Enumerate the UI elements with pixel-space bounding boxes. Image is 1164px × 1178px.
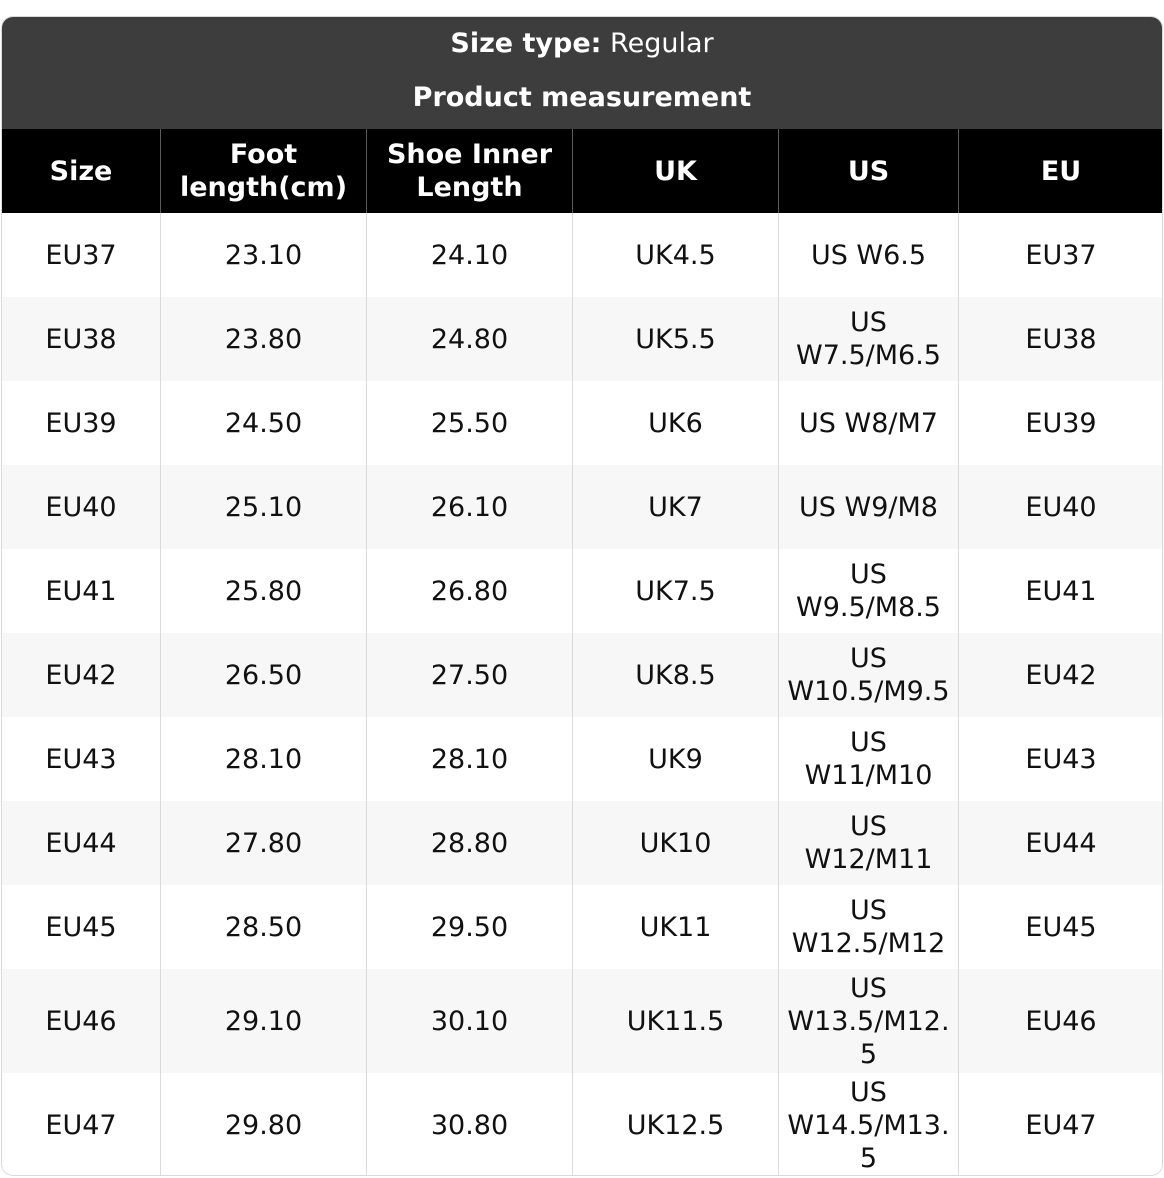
cell-size: EU40: [2, 465, 161, 549]
col-header-eu: EU: [959, 129, 1164, 213]
cell-foot-length: 29.10: [161, 969, 367, 1073]
cell-foot-length: 23.10: [161, 213, 367, 297]
cell-foot-length: 23.80: [161, 297, 367, 381]
size-table: [1, 129, 1163, 1176]
size-type-value: Regular: [610, 28, 714, 59]
cell-size: EU42: [2, 633, 161, 717]
cell-shoe-inner-length: 29.50: [367, 885, 573, 969]
table-row: [2, 633, 1164, 717]
cell-us: US W6.5: [779, 213, 959, 297]
cell-shoe-inner-length: 25.50: [367, 381, 573, 465]
cell-us: US W11/M10: [779, 717, 959, 801]
cell-foot-length: 28.50: [161, 885, 367, 969]
cell-size: EU43: [2, 717, 161, 801]
table-row: [2, 465, 1164, 549]
cell-size: EU41: [2, 549, 161, 633]
cell-us: US W12.5/M12: [779, 885, 959, 969]
table-row: [2, 297, 1164, 381]
cell-eu: EU44: [959, 801, 1164, 885]
table-row: [2, 885, 1164, 969]
cell-foot-length: 25.80: [161, 549, 367, 633]
cell-shoe-inner-length: 24.10: [367, 213, 573, 297]
col-header-uk: UK: [573, 129, 779, 213]
size-type-label: Size type:: [450, 28, 602, 59]
cell-eu: EU37: [959, 213, 1164, 297]
cell-foot-length: 26.50: [161, 633, 367, 717]
table-row: [2, 381, 1164, 465]
col-header-foot-length: Foot length(cm): [161, 129, 367, 213]
cell-eu: EU45: [959, 885, 1164, 969]
cell-uk: UK7.5: [573, 549, 779, 633]
cell-us: US W14.5/M13.5: [779, 1073, 959, 1176]
cell-us: US W8/M7: [779, 381, 959, 465]
cell-shoe-inner-length: 27.50: [367, 633, 573, 717]
cell-uk: UK4.5: [573, 213, 779, 297]
cell-size: EU47: [2, 1073, 161, 1176]
header-row: [2, 129, 1164, 213]
cell-eu: EU39: [959, 381, 1164, 465]
cell-size: EU37: [2, 213, 161, 297]
cell-uk: UK9: [573, 717, 779, 801]
size-chart-banner: [2, 17, 1162, 129]
cell-foot-length: 28.10: [161, 717, 367, 801]
cell-eu: EU47: [959, 1073, 1164, 1176]
cell-us: US W12/M11: [779, 801, 959, 885]
product-measurement-title: Product measurement: [412, 82, 752, 113]
cell-size: EU45: [2, 885, 161, 969]
cell-shoe-inner-length: 30.10: [367, 969, 573, 1073]
table-row: [2, 1073, 1164, 1176]
cell-foot-length: 25.10: [161, 465, 367, 549]
cell-uk: UK7: [573, 465, 779, 549]
cell-foot-length: 27.80: [161, 801, 367, 885]
cell-eu: EU41: [959, 549, 1164, 633]
table-row: [2, 969, 1164, 1073]
cell-shoe-inner-length: 30.80: [367, 1073, 573, 1176]
cell-size: EU46: [2, 969, 161, 1073]
cell-eu: EU42: [959, 633, 1164, 717]
cell-eu: EU46: [959, 969, 1164, 1073]
col-header-shoe-inner-length: Shoe Inner Length: [367, 129, 573, 213]
cell-us: US W9.5/M8.5: [779, 549, 959, 633]
cell-foot-length: 24.50: [161, 381, 367, 465]
cell-shoe-inner-length: 28.10: [367, 717, 573, 801]
cell-eu: EU43: [959, 717, 1164, 801]
table-row: [2, 549, 1164, 633]
size-table-body: [2, 213, 1164, 1176]
col-header-size: Size: [2, 129, 161, 213]
cell-uk: UK5.5: [573, 297, 779, 381]
cell-us: US W10.5/M9.5: [779, 633, 959, 717]
table-row: [2, 213, 1164, 297]
cell-size: EU38: [2, 297, 161, 381]
cell-us: US W7.5/M6.5: [779, 297, 959, 381]
cell-uk: UK8.5: [573, 633, 779, 717]
cell-uk: UK6: [573, 381, 779, 465]
cell-us: US W13.5/M12.5: [779, 969, 959, 1073]
cell-uk: UK11: [573, 885, 779, 969]
table-row: [2, 717, 1164, 801]
cell-uk: UK11.5: [573, 969, 779, 1073]
cell-eu: EU38: [959, 297, 1164, 381]
size-table-head: [2, 129, 1164, 213]
cell-foot-length: 29.80: [161, 1073, 367, 1176]
cell-shoe-inner-length: 26.10: [367, 465, 573, 549]
cell-eu: EU40: [959, 465, 1164, 549]
cell-uk: UK12.5: [573, 1073, 779, 1176]
cell-uk: UK10: [573, 801, 779, 885]
cell-us: US W9/M8: [779, 465, 959, 549]
cell-shoe-inner-length: 24.80: [367, 297, 573, 381]
cell-shoe-inner-length: 28.80: [367, 801, 573, 885]
table-row: [2, 801, 1164, 885]
cell-shoe-inner-length: 26.80: [367, 549, 573, 633]
cell-size: EU44: [2, 801, 161, 885]
size-type-line: [2, 17, 1162, 63]
col-header-us: US: [779, 129, 959, 213]
size-chart-card: [1, 16, 1163, 1176]
cell-size: EU39: [2, 381, 161, 465]
